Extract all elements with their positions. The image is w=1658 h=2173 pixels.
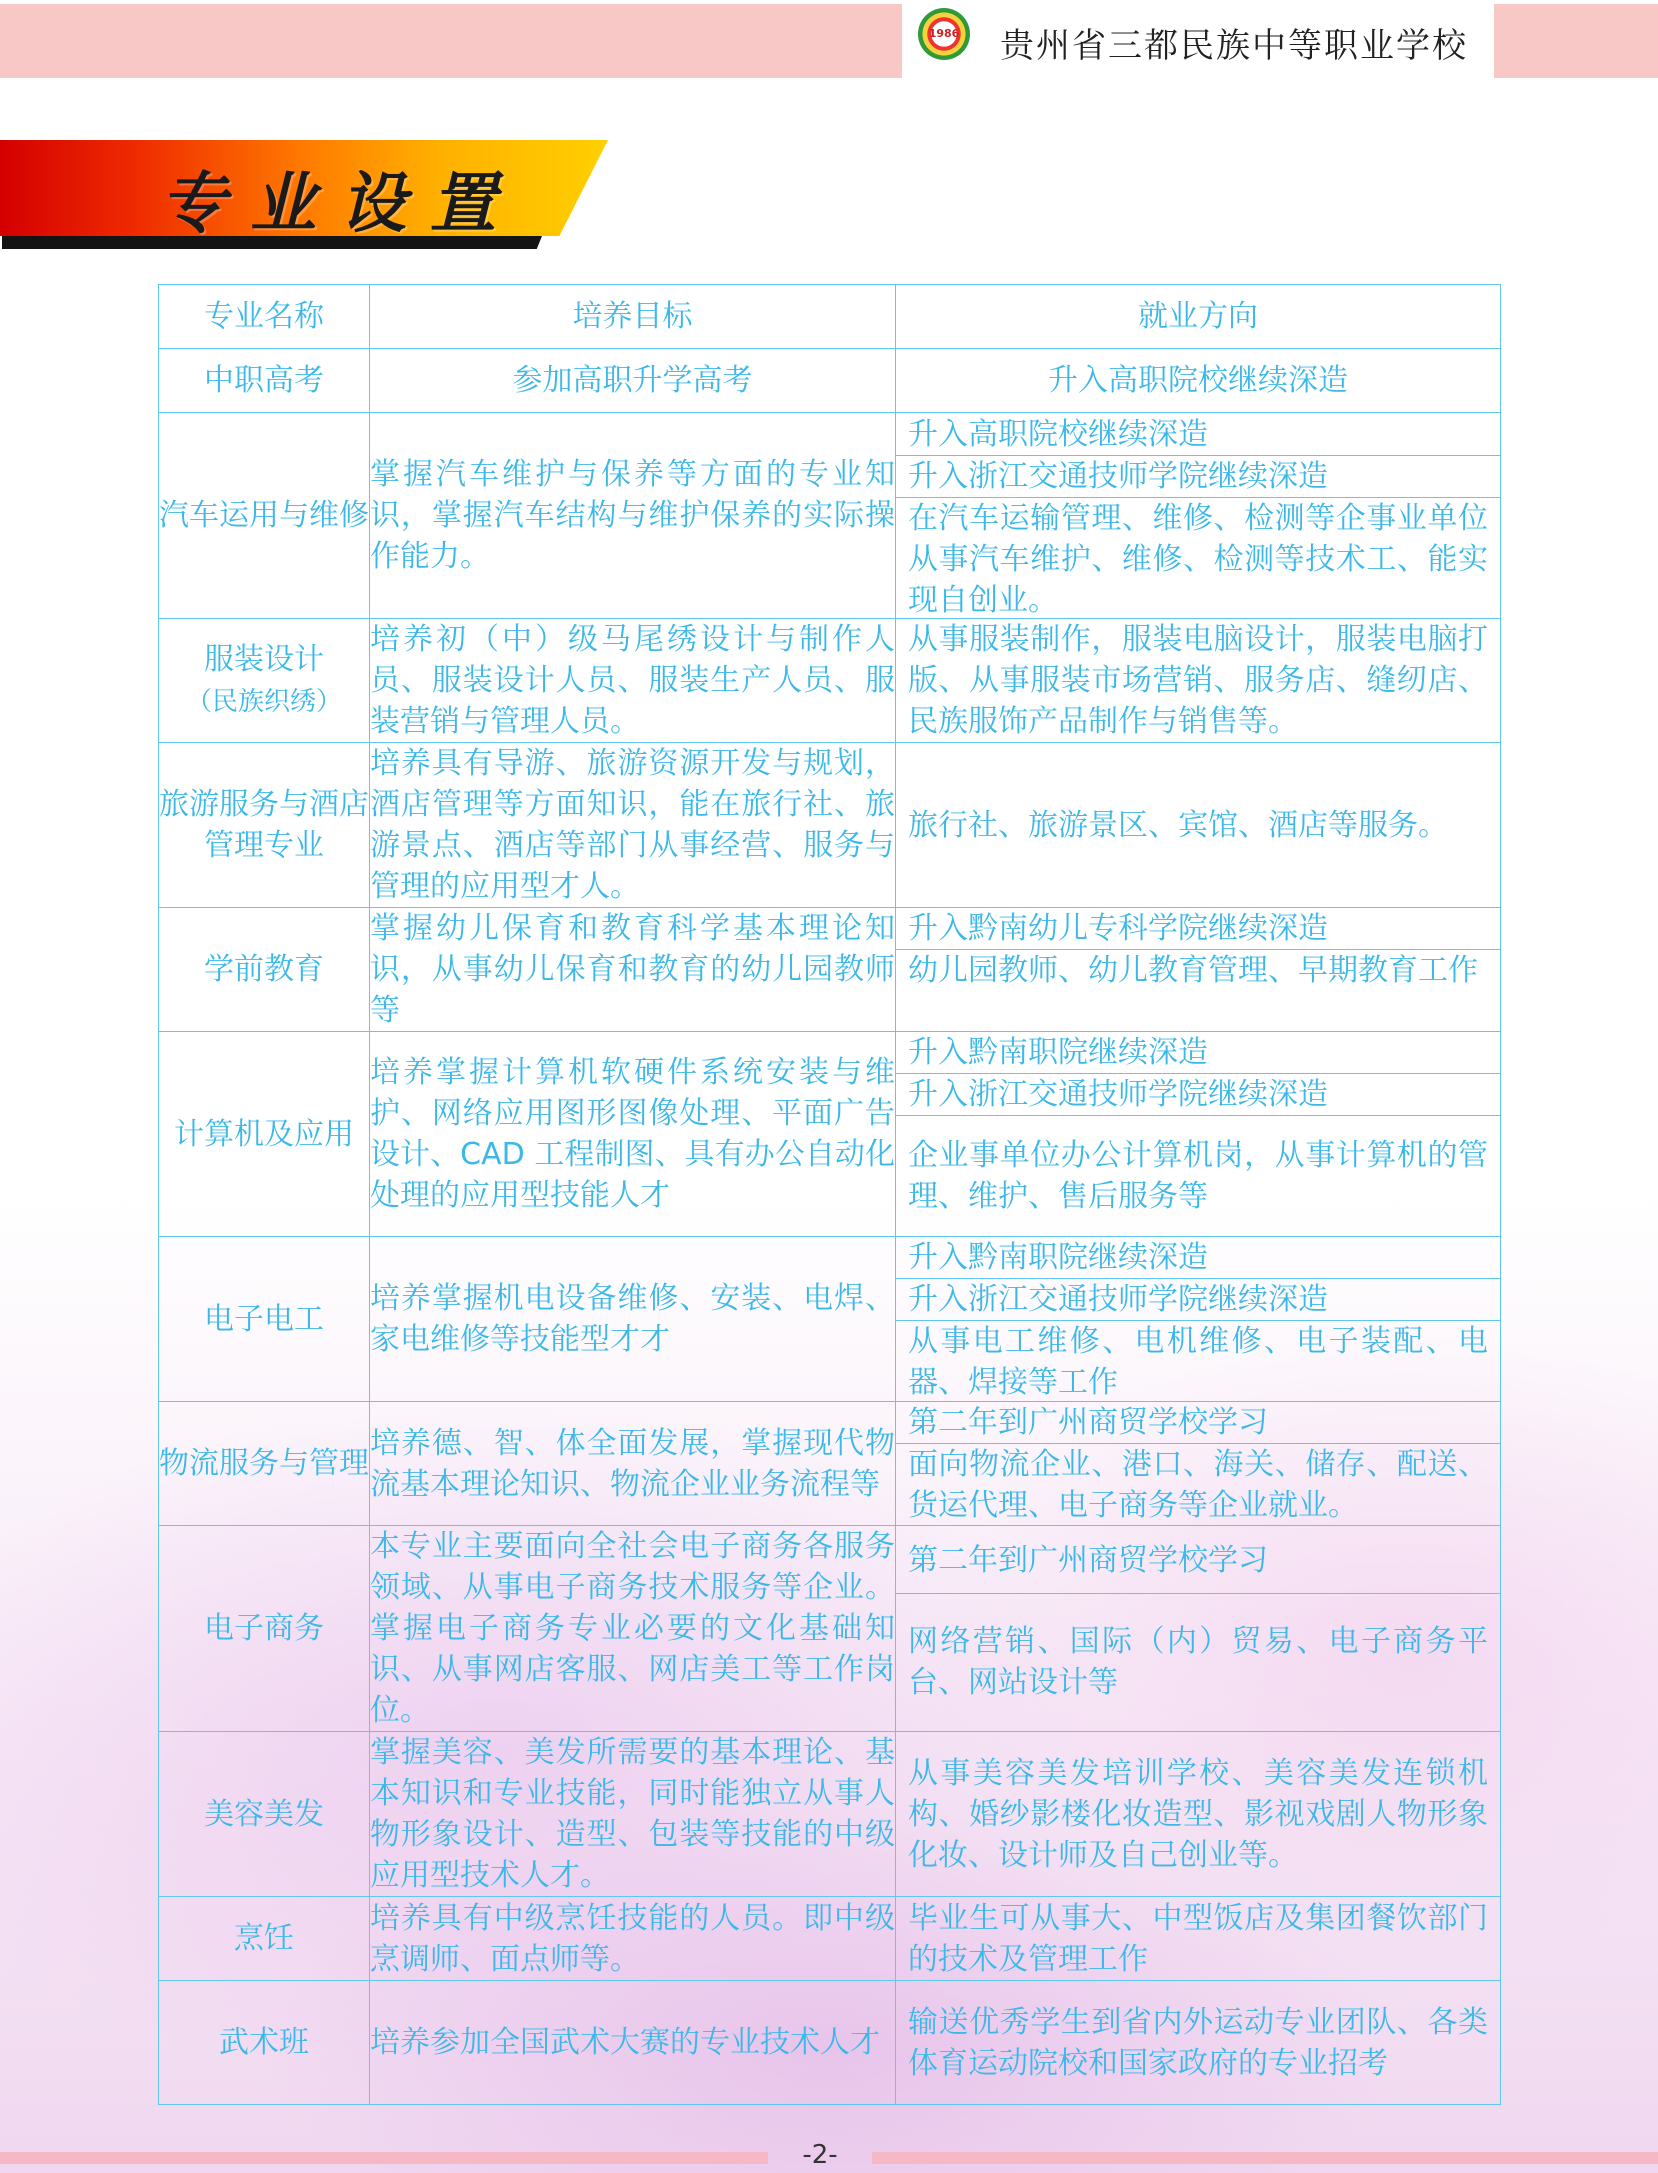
table-row [159, 1526, 1501, 1732]
header-employment: 就业方向 [896, 285, 1501, 349]
employment-item: 在汽车运输管理、维修、检测等企事业单位从事汽车维护、维修、检测等技术工、能实现自创业。 [896, 497, 1500, 618]
header-training-goal: 培养目标 [370, 285, 896, 349]
table-row [159, 1981, 1501, 2105]
training-goal: 培养初（中）级马尾绣设计与制作人员、服装设计人员、服装生产人员、服装营销与管理人员。 [370, 619, 896, 743]
footer-band-left [0, 2152, 768, 2164]
major-name: 美容美发 [159, 1732, 370, 1897]
table-row [159, 1032, 1501, 1237]
school-name: 贵州省三都民族中等职业学校 [1000, 26, 1468, 66]
table-row [159, 1732, 1501, 1897]
training-goal: 掌握美容、美发所需要的基本理论、基本知识和专业技能，同时能独立从事人物形象设计、造型、包装等技能的中级应用型技术人才。 [370, 1732, 896, 1897]
employment-item: 升入浙江交通技师学院继续深造 [896, 1073, 1500, 1115]
training-goal: 培养具有中级烹饪技能的人员。即中级烹调师、面点师等。 [370, 1897, 896, 1981]
major-name: 烹饪 [159, 1897, 370, 1981]
major-name: 汽车运用与维修 [159, 413, 370, 619]
header-band-left [0, 4, 902, 78]
major-name: 物流服务与管理 [159, 1402, 370, 1526]
major-name-note: （民族织绣） [185, 686, 342, 717]
training-goal: 掌握幼儿保育和教育科学基本理论知识，从事幼儿保育和教育的幼儿园教师等 [370, 908, 896, 1032]
employment-item: 从事电工维修、电机维修、电子装配、电器、焊接等工作 [896, 1320, 1500, 1401]
school-logo: 1986 [918, 8, 970, 60]
employment: 升入高职院校继续深造 [896, 349, 1501, 413]
training-goal: 培养掌握计算机软硬件系统安装与维护、网络应用图形图像处理、平面广告设计、CAD 工程制图、具有办公自动化处理的应用型技能人才 [370, 1032, 896, 1237]
table-header-row [159, 285, 1501, 349]
employment-item: 旅行社、旅游景区、宾馆、酒店等服务。 [908, 807, 1448, 843]
major-name: 学前教育 [159, 908, 370, 1032]
employment-item: 毕业生可从事大、中型饭店及集团餐饮部门的技术及管理工作 [908, 1900, 1488, 1977]
employment-item: 升入高职院校继续深造 [908, 416, 1208, 452]
training-goal: 培养具有导游、旅游资源开发与规划，酒店管理等方面知识，能在旅行社、旅游景点、酒店等部门从事经营、服务与管理的应用型才人。 [370, 743, 896, 908]
major-name: 计算机及应用 [159, 1032, 370, 1237]
training-goal: 培养参加全国武术大赛的专业技术人才 [370, 1981, 896, 2105]
table-row [159, 1402, 1501, 1526]
employment-item: 面向物流企业、港口、海关、储存、配送、货运代理、电子商务等企业就业。 [896, 1443, 1500, 1525]
training-goal: 参加高职升学高考 [370, 349, 896, 413]
major-name: 武术班 [159, 1981, 370, 2105]
table-row [159, 1237, 1501, 1402]
footer-band-right [872, 2152, 1658, 2164]
employment-item: 升入黔南幼儿专科学院继续深造 [908, 911, 1328, 946]
major-name: 电子商务 [159, 1526, 370, 1732]
training-goal: 培养掌握机电设备维修、安装、电焊、家电维修等技能型才才 [370, 1237, 896, 1402]
header-band-right [1494, 4, 1658, 78]
employment-item: 从事服装制作，服装电脑设计，服装电脑打版、从事服装市场营销、服务店、缝纫店、民族服饰产品制作与销售等。 [908, 622, 1488, 739]
major-name: 中职高考 [159, 349, 370, 413]
major-name [159, 619, 370, 743]
training-goal: 培养德、智、体全面发展，掌握现代物流基本理论知识、物流企业业务流程等 [370, 1402, 896, 1526]
table-row [159, 743, 1501, 908]
table-row [159, 413, 1501, 619]
majors-table [158, 284, 1501, 2105]
table-row [159, 908, 1501, 1032]
employment-item: 幼儿园教师、幼儿教育管理、早期教育工作 [896, 949, 1500, 1031]
employment-item: 升入浙江交通技师学院继续深造 [896, 1278, 1500, 1320]
employment-item: 升入浙江交通技师学院继续深造 [896, 455, 1500, 497]
table-row [159, 619, 1501, 743]
header-major-name: 专业名称 [159, 285, 370, 349]
table-row [159, 1897, 1501, 1981]
employment-item: 输送优秀学生到省内外运动专业团队、各类体育运动院校和国家政府的专业招考 [908, 2004, 1488, 2081]
employment-item: 企业事单位办公计算机岗，从事计算机的管理、维护、售后服务等 [896, 1115, 1500, 1236]
table-row [159, 349, 1501, 413]
major-name-text: 服装设计 [204, 641, 324, 677]
page-number: -2- [802, 2140, 838, 2170]
section-title: 专业设置 [160, 164, 520, 242]
training-goal: 掌握汽车维护与保养等方面的专业知识，掌握汽车结构与维护保养的实际操作能力。 [370, 413, 896, 619]
training-goal: 本专业主要面向全社会电子商务各服务领域、从事电子商务技术服务等企业。掌握电子商务专业必要的文化基础知识、从事网店客服、网店美工等工作岗位。 [370, 1526, 896, 1732]
major-name: 电子电工 [159, 1237, 370, 1402]
employment-item: 网络营销、国际（内）贸易、电子商务平台、网站设计等 [896, 1593, 1500, 1730]
employment-item: 第二年到广州商贸学校学习 [908, 1405, 1268, 1440]
employment-item: 升入黔南职院继续深造 [908, 1240, 1208, 1275]
employment-item: 升入黔南职院继续深造 [908, 1035, 1208, 1070]
employment-item: 从事美容美发培训学校、美容美发连锁机构、婚纱影楼化妆造型、影视戏剧人物形象化妆、设计师及自己创业等。 [908, 1755, 1488, 1873]
major-name: 旅游服务与酒店管理专业 [159, 743, 370, 908]
employment-item: 第二年到广州商贸学校学习 [908, 1542, 1268, 1578]
